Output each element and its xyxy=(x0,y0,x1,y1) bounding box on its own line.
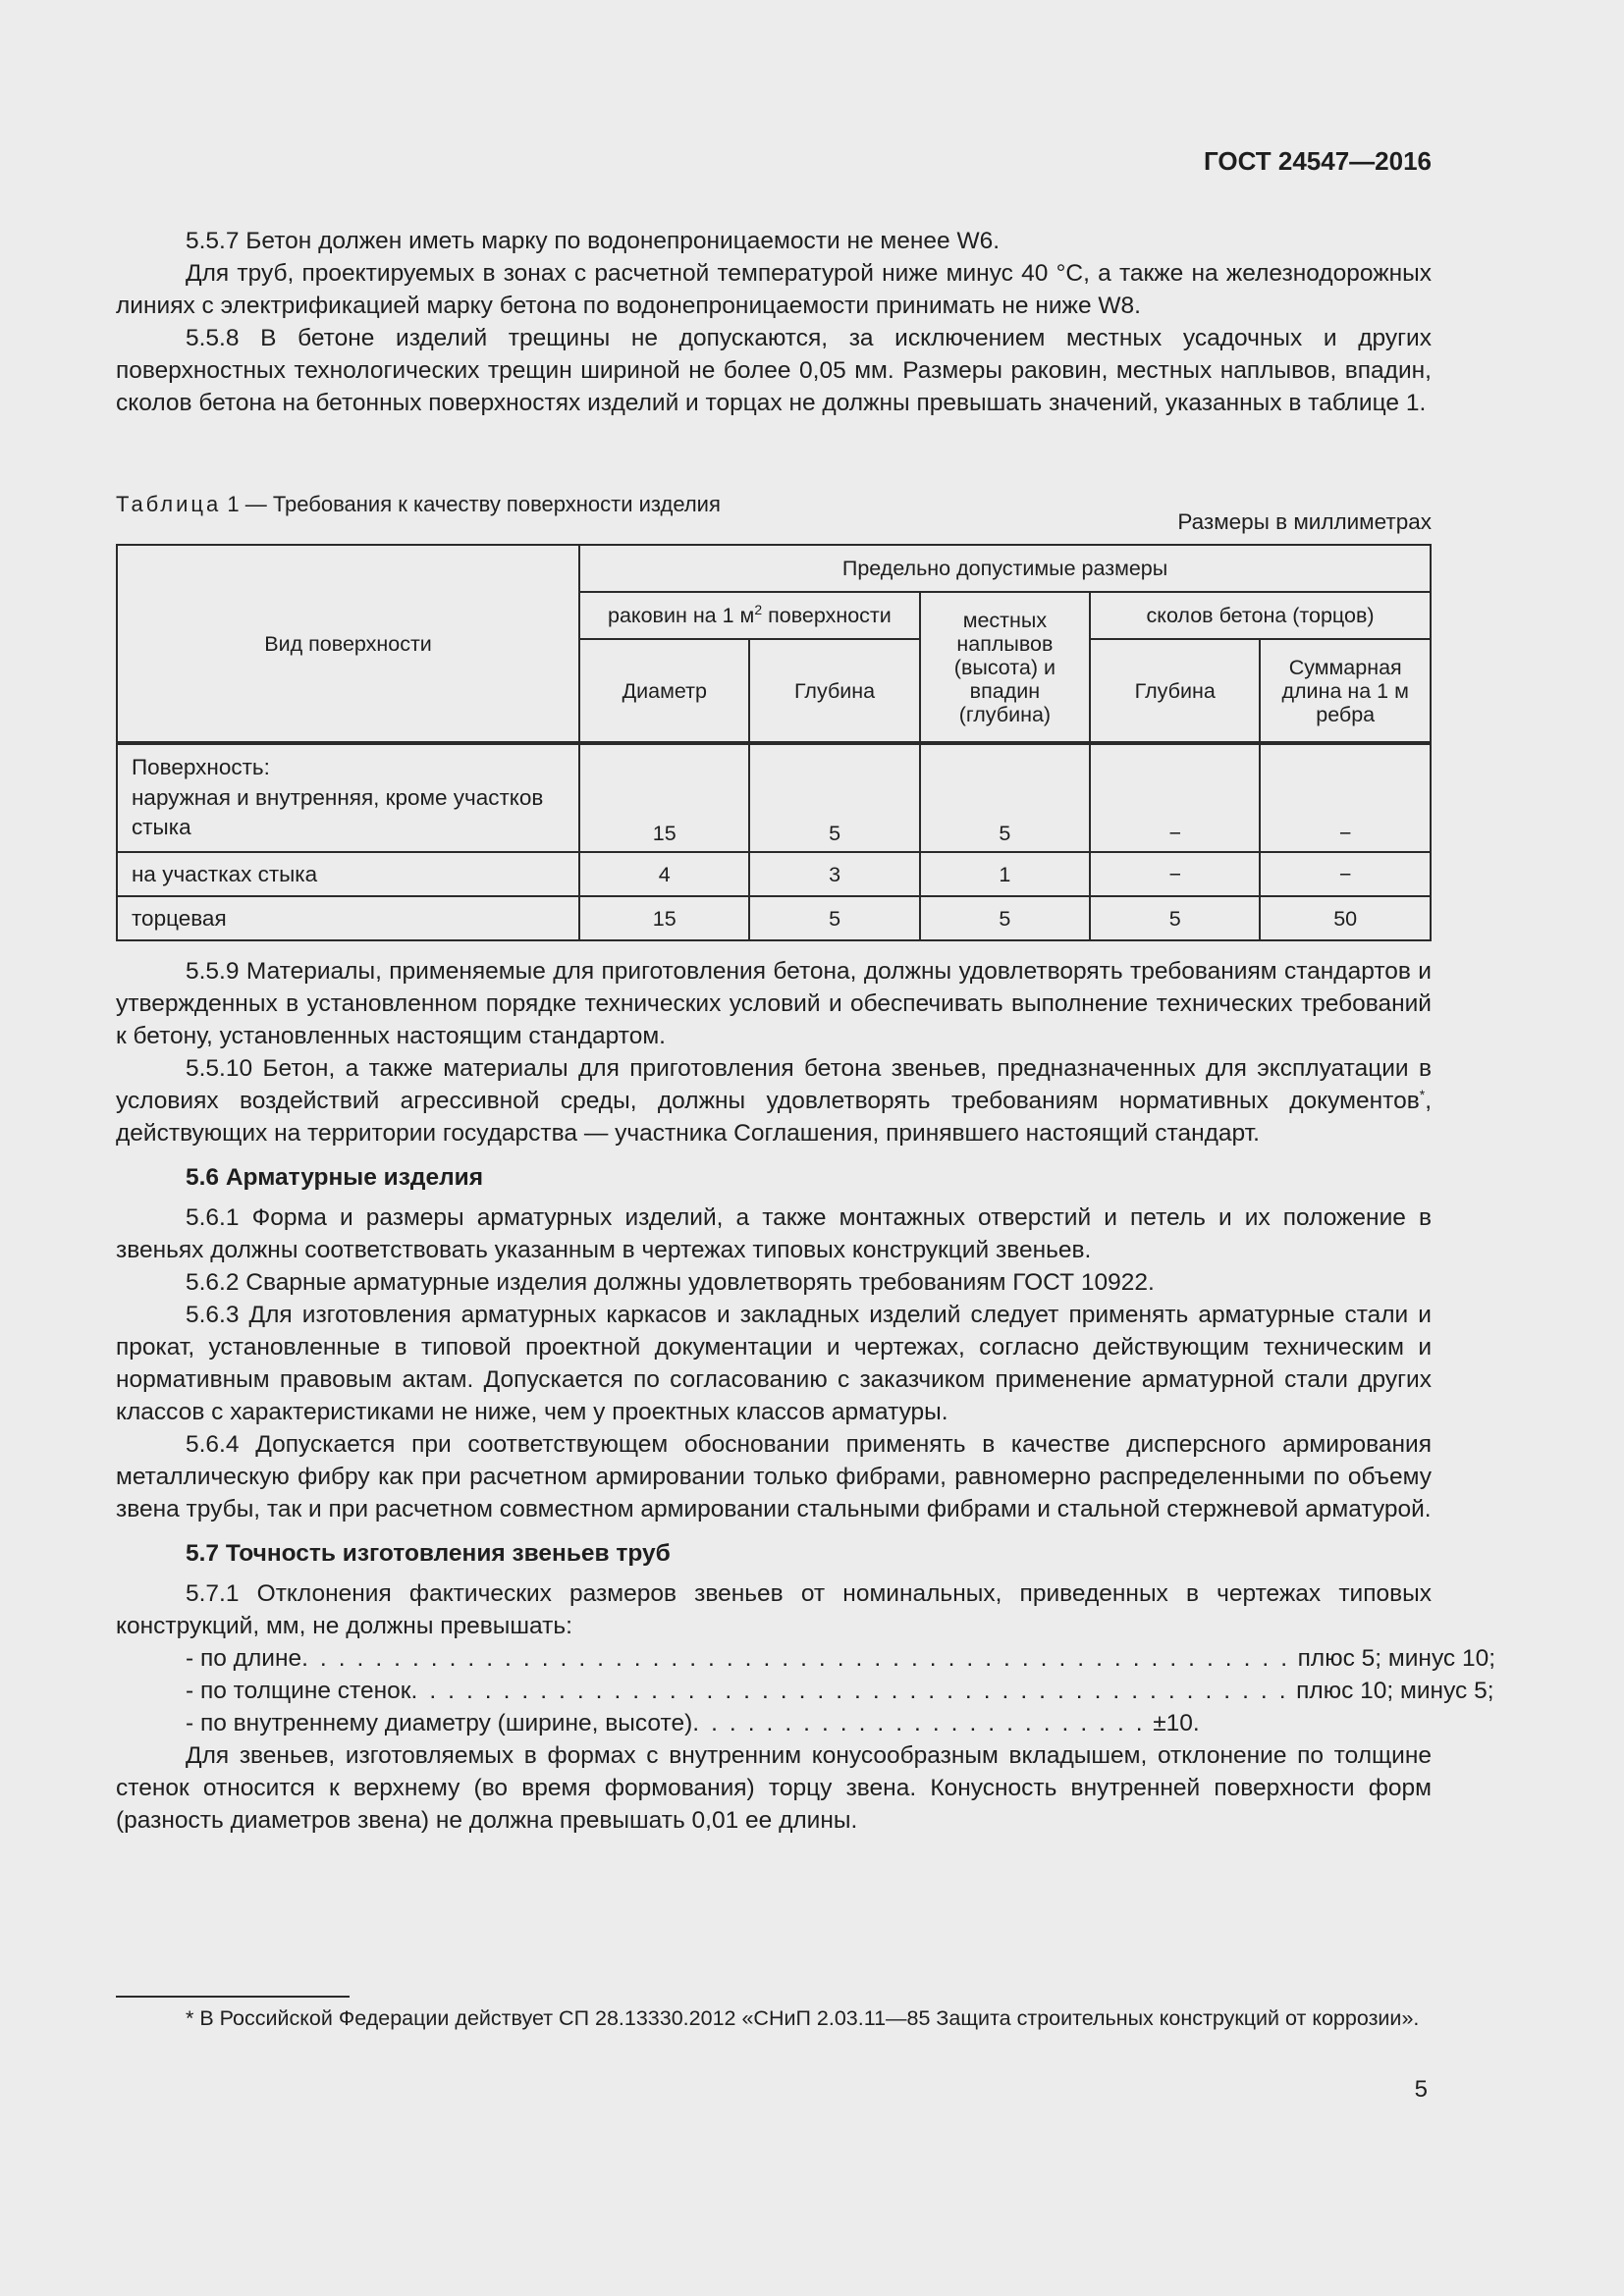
paragraph-5-5-7-b: Для труб, проектируемых в зонах с расчетной температурой ниже минус 40 °С, а также на железнодорожных линиях с электрификацией марку бетона по водонепроницаемости принимать не ниже W8. xyxy=(116,260,1432,319)
header-total-length: Суммарная длина на 1 м ребра xyxy=(1260,639,1431,743)
cell: − xyxy=(1260,743,1431,852)
list-item: - по длине . . . . . . . . . . . . . . . . . . . . . . . . . . . . . . . . . . . . . . . . . . . . . . . . . . . . . . плюс 5; минус 10; xyxy=(186,1645,1496,1672)
header-sagging: местных наплывов (высота) и впадин (глубина) xyxy=(920,592,1090,743)
paragraph-5-6-3: 5.6.3 Для изготовления арматурных каркасов и закладных изделий следует применять арматурные стали и прокат, установленные в типовой проектной документации и чертежах, согласно действующим техническим и нормативным правовым актам. Допускается по согласованию с заказчиком применение арматурной стали других классов с характеристиками не ниже, чем у проектных классов арматуры. xyxy=(116,1302,1432,1425)
paragraph-5-6-2: 5.6.2 Сварные арматурные изделия должны удовлетворять требованиям ГОСТ 10922. xyxy=(186,1269,1155,1296)
cell: 15 xyxy=(579,743,749,852)
cell: 1 xyxy=(920,852,1090,896)
row-label: торцевая xyxy=(117,896,579,940)
paragraph-5-6-1: 5.6.1 Форма и размеры арматурных изделий, а также монтажных отверстий и петель и их положение в звеньях должны соответствовать указанным в чертежах типовых конструкций звеньев. xyxy=(116,1204,1432,1263)
paragraph-5-5-9: 5.5.9 Материалы, применяемые для приготовления бетона, должны удовлетворять требованиям стандартов и утвержденных в установленном порядке технических условий и обеспечивать выполнение технических требований к бетону, установленных настоящим стандартом. xyxy=(116,958,1432,1049)
row-label: на участках стыка xyxy=(117,852,579,896)
footnote xyxy=(116,2003,1432,2033)
paragraph-5-5-7: 5.5.7 Бетон должен иметь марку по водонепроницаемости не менее W6. xyxy=(186,228,1001,254)
footnote-text: * В Российской Федерации действует СП 28.13330.2012 «СНиП 2.03.11—85 Защита строительных конструкций от коррозии». xyxy=(186,2006,1420,2030)
heading-5-7: 5.7 Точность изготовления звеньев труб xyxy=(186,1540,671,1567)
cell: 5 xyxy=(920,743,1090,852)
paragraph-5-7-1: 5.7.1 Отклонения фактических размеров звеньев от номинальных, приведенных в чертежах типовых конструкций, мм, не должны превышать: xyxy=(116,1580,1432,1639)
surface-quality-table xyxy=(116,544,1432,941)
header-shell-depth: Глубина xyxy=(749,639,919,743)
table-row xyxy=(117,852,1431,896)
header-diameter: Диаметр xyxy=(579,639,749,743)
table-units-note: Размеры в миллиметрах xyxy=(1177,509,1432,534)
cell: 5 xyxy=(1090,896,1260,940)
list-item: - по внутреннему диаметру (ширине, высоте) . . . . . . . . . . . . . . . . . . . . . . . . . ±10. xyxy=(186,1710,1200,1736)
cell: 50 xyxy=(1260,896,1431,940)
footnote-mark: * xyxy=(1419,1086,1426,1102)
cell: 5 xyxy=(749,743,919,852)
cell: 3 xyxy=(749,852,919,896)
table-row xyxy=(117,896,1431,940)
cell: 15 xyxy=(579,896,749,940)
table-row xyxy=(117,743,1431,852)
cell: − xyxy=(1260,852,1431,896)
footnote-separator xyxy=(116,1996,350,1998)
cell: − xyxy=(1090,743,1260,852)
heading-5-6: 5.6 Арматурные изделия xyxy=(186,1164,483,1191)
header-shells: раковин на 1 $м^2$ поверхности xyxy=(579,592,920,639)
tolerance-list xyxy=(116,1642,1496,1739)
cell: 5 xyxy=(920,896,1090,940)
table-caption-text: 1 — Требования к качеству поверхности изделия xyxy=(221,492,721,516)
row-label: Поверхность: наружная и внутренняя, кроме участков стыка xyxy=(117,743,579,852)
header-limits: Предельно допустимые размеры xyxy=(579,545,1431,592)
section-5-5-9-to-5-7 xyxy=(116,955,1496,1837)
header-chip-depth: Глубина xyxy=(1090,639,1260,743)
paragraph-5-5-10: 5.5.10 Бетон, а также материалы для приготовления бетона звеньев, предназначенных для эксплуатации в условиях воздействий агрессивной среды, должны удовлетворять требованиям нормативных документов*, действующих на территории государства — участника Соглашения, принявшего настоящий стандарт. xyxy=(116,1055,1432,1147)
section-5-5-7-to-5-5-8 xyxy=(116,225,1432,419)
cell: − xyxy=(1090,852,1260,896)
cell: 5 xyxy=(749,896,919,940)
page-number: 5 xyxy=(1414,2076,1428,2103)
paragraph-5-5-8: 5.5.8 В бетоне изделий трещины не допускаются, за исключением местных усадочных и других поверхностных технологических трещин шириной не более 0,05 мм. Размеры раковин, местных наплывов, впадин, сколов бетона на бетонных поверхностях изделий и торцах не должны превышать значений, указанных в таблице 1. xyxy=(116,325,1432,416)
paragraph-5-7-1-b: Для звеньев, изготовляемых в формах с внутренним конусообразным вкладышем, отклонение по толщине стенок относится к верхнему (во время формования) торцу звена. Конусность внутренней поверхности форм (разность диаметров звена) не должна превышать 0,01 ее длины. xyxy=(116,1742,1432,1834)
list-item: - по толщине стенок . . . . . . . . . . . . . . . . . . . . . . . . . . . . . . . . . . . . . . . . . . . . . . . . плюс 10; минус 5; xyxy=(186,1678,1494,1704)
table-caption-word: Таблица xyxy=(116,492,222,516)
cell: 4 xyxy=(579,852,749,896)
header-chips: сколов бетона (торцов) xyxy=(1090,592,1431,639)
paragraph-5-6-4: 5.6.4 Допускается при соответствующем обосновании применять в качестве дисперсного армирования металлическую фибру как при расчетном армировании только фибрами, равномерно распределенными по объему звена трубы, так и при расчетном совместном армировании стальными фибрами и стальной стержневой арматурой. xyxy=(116,1431,1432,1522)
document-code-header: ГОСТ 24547—2016 xyxy=(1204,146,1432,176)
header-surface-kind: Вид поверхности xyxy=(117,545,579,743)
